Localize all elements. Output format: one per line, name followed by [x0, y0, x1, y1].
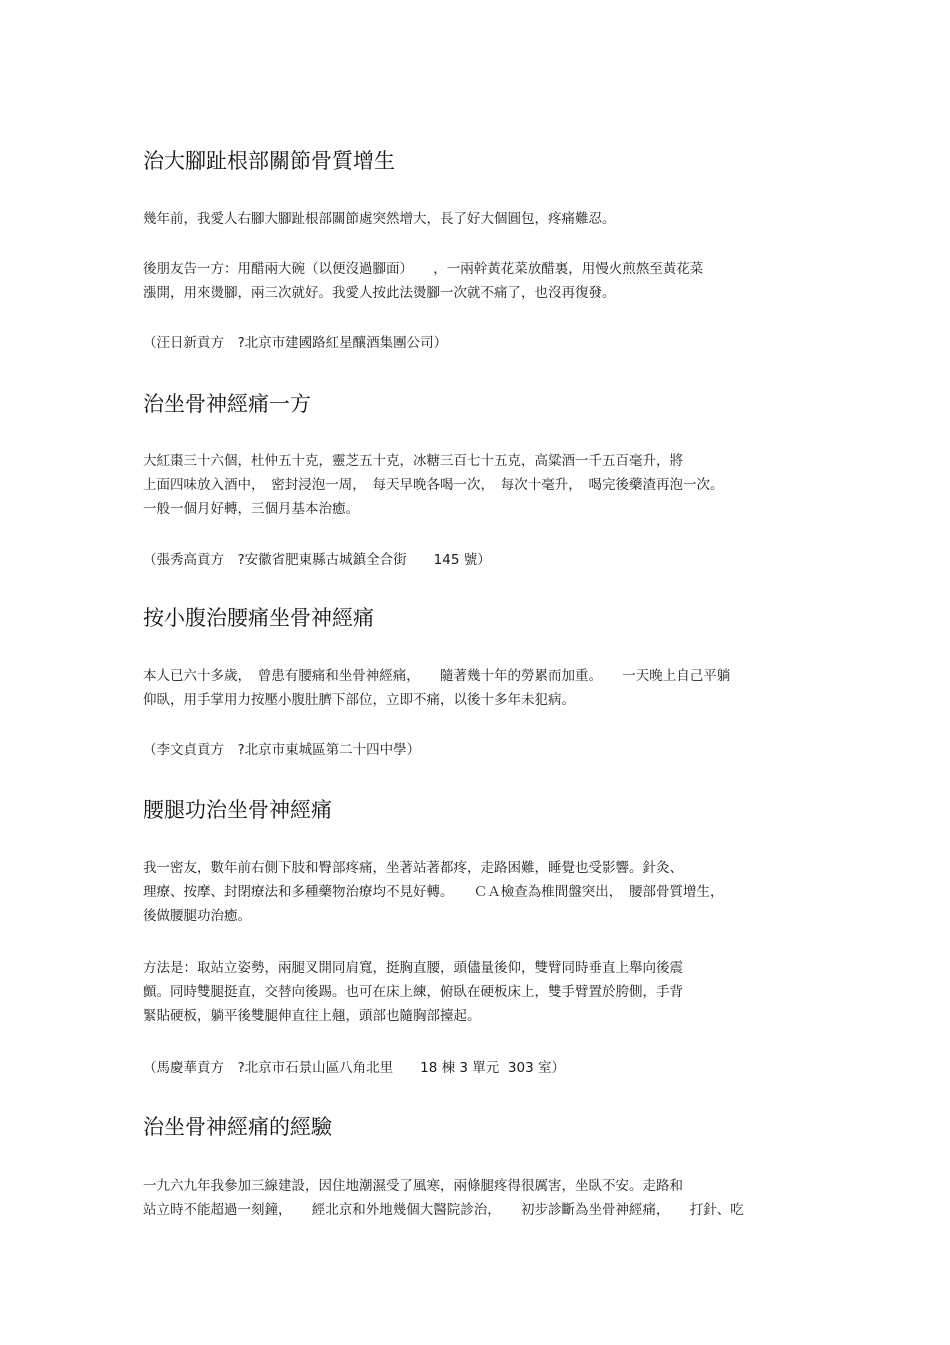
- text-line: 仰臥，用手掌用力按壓小腹肚臍下部位，立即不痛，以後十多年未犯病。: [143, 692, 575, 708]
- text-line: 後做腰腿功治癒。: [143, 908, 251, 924]
- text-line: 一九六九年我參加三線建設，因住地潮濕受了風寒，兩條腿疼得很厲害，坐臥不安。走路和: [143, 1178, 683, 1194]
- section-title: 按小腹治腰痛坐骨神經痛: [143, 606, 374, 630]
- text-line: 上面四味放入酒中， 密封浸泡一周， 每天早晚各喝一次， 每次十毫升， 喝完後藥渣再泡一次。: [143, 477, 724, 493]
- text-line: （馬慶華貢方 ?北京市石景山區八角北里 18 棟 3 單元 303 室）: [143, 1060, 565, 1076]
- text-line: 大紅棗三十六個，杜仲五十克，靈芝五十克，冰糖三百七十五克，高粱酒一千五百毫升，將: [143, 453, 683, 469]
- paragraph: [143, 956, 823, 1028]
- paragraph: [143, 664, 823, 712]
- contributor-credit: [143, 331, 823, 355]
- contributor-credit: [143, 1056, 823, 1080]
- text-line: 我一密友，數年前右側下肢和臀部疼痛，坐著站著都疼，走路困難，睡覺也受影響。針灸、: [143, 860, 683, 876]
- text-line: （張秀高貢方 ?安徽省肥東縣古城鎮全合街 145 號）: [143, 552, 491, 568]
- contributor-credit: [143, 738, 823, 762]
- text-line: 站立時不能超過一刻鐘， 經北京和外地幾個大醫院診治， 初步診斷為坐骨神經痛， 打針、吃: [143, 1202, 744, 1218]
- paragraph: [143, 449, 823, 521]
- paragraph: [143, 1174, 823, 1222]
- text-line: 一般一個月好轉，三個月基本治癒。: [143, 501, 359, 517]
- paragraph: [143, 856, 823, 928]
- text-line: （汪日新貢方 ?北京市建國路紅星釀酒集團公司）: [143, 335, 448, 351]
- section-title: 腰腿功治坐骨神經痛: [143, 798, 332, 822]
- text-line: 顫。同時雙腿挺直，交替向後踢。也可在床上練，俯臥在硬板床上，雙手臂置於胯側，手背: [143, 984, 683, 1000]
- section-title: 治坐骨神經痛一方: [143, 392, 311, 416]
- paragraph: [143, 207, 823, 231]
- paragraph: [143, 257, 823, 305]
- text-line: 漲開，用來燙腳，兩三次就好。我愛人按此法燙腳一次就不痛了，也沒再復發。: [143, 285, 616, 301]
- text-line: 後朋友告一方：用醋兩大碗（以便沒過腳面） ，一兩幹黃花菜放醋裏，用慢火煎熬至黃花菜: [143, 261, 704, 277]
- section-title: 治坐骨神經痛的經驗: [143, 1115, 332, 1139]
- text-line: （李文貞貢方 ?北京市東城區第二十四中學）: [143, 742, 421, 758]
- section-title: 治大腳趾根部關節骨質增生: [143, 149, 395, 173]
- text-line: 方法是：取站立姿勢，兩腿叉開同肩寬，挺胸直腰，頭儘量後仰，雙臂同時垂直上舉向後震: [143, 960, 683, 976]
- text-line: 幾年前，我愛人右腳大腳趾根部關節處突然增大，長了好大個圓包，疼痛難忍。: [143, 211, 616, 227]
- text-line: 理療、按摩、封閉療法和多種藥物治療均不見好轉。 ＣＡ檢查為椎間盤突出， 腰部骨質增生，: [143, 884, 724, 900]
- text-line: 緊貼硬板，躺平後雙腿伸直往上翹，頭部也隨胸部擡起。: [143, 1008, 481, 1024]
- contributor-credit: [143, 548, 823, 572]
- text-line: 本人已六十多歲， 曾患有腰痛和坐骨神經痛， 隨著幾十年的勞累而加重。 一天晚上自己平躺: [143, 668, 731, 684]
